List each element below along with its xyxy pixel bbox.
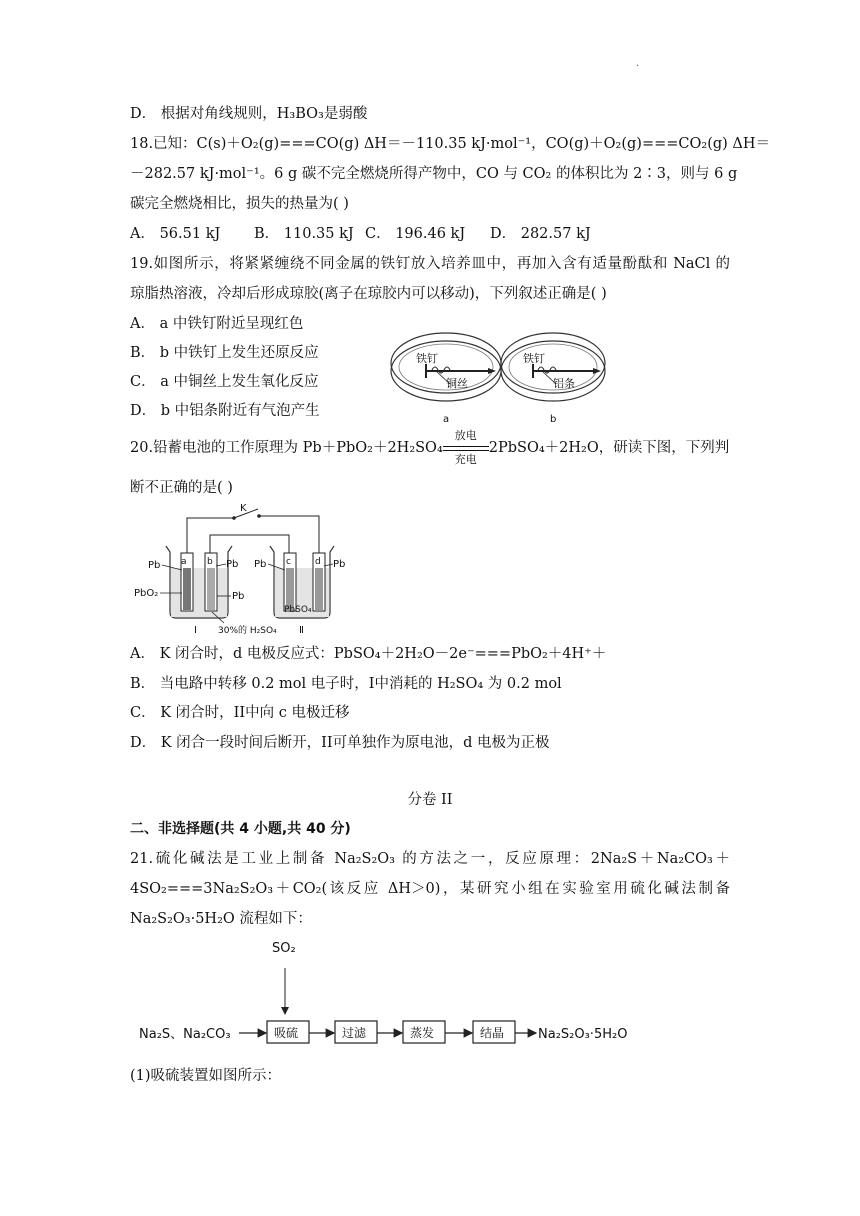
q19-option-c: C． a 中铜丝上发生氧化反应 [130,374,319,390]
dish-b [501,333,605,425]
q19-line1: 19.如图所示，将紧紧缠绕不同金属的铁钉放入培养皿中，再加入含有适量酚酞和 NaCl 的 [130,256,730,272]
electrode-c-label: c [286,557,291,567]
petri-dish-figure [388,326,610,426]
dish-b-wire-label: 铝条 [553,377,575,390]
label-pb-cell2-right: Pb [333,559,346,570]
q20-option-d: D． K 闭合一段时间后断开，II可单独作为原电池，d 电极为正极 [130,735,550,751]
flow-step-evaporate-label: 蒸发 [410,1026,435,1040]
q18-option-a: A． 56.51 kJ [130,226,221,242]
dish-a [391,333,501,425]
q18-line3: 碳完全燃烧相比，损失的热量为( ) [130,196,349,212]
flow-step-filter [335,1021,377,1043]
process-flow-diagram [136,934,646,1046]
q18-option-c: C． 196.46 kJ [365,226,466,242]
q20-equation-left: 20.铅蓄电池的工作原理为 Pb＋PbO₂＋2H₂SO₄ [130,440,443,456]
dish-b-caption: b [550,414,557,425]
q18-option-d: D． 282.57 kJ [490,226,591,242]
page-dot: . [636,58,640,69]
switch-k-label: K [240,503,247,514]
electrode-a-label: a [181,557,187,567]
q21-sub1: (1)吸硫装置如图所示： [130,1068,282,1084]
q18-line2: －282.57 kJ·mol⁻¹。6 g 碳不完全燃烧所得产物中，CO 与 CO₂ 的体积比为 2∶3，则与 6 g [130,166,738,182]
q20-line1 [130,429,730,466]
q20-equation-right: 2PbSO₄＋2H₂O，研读下图，下列判 [488,440,730,456]
label-pb-cell2-left: Pb [254,559,267,570]
beaker-one [166,546,232,618]
electrode-d-label: d [315,557,321,567]
q19-option-a: A． a 中铁钉附近呈现红色 [130,316,304,332]
section-heading: 二、非选择题(共 4 小题,共 40 分) [130,821,351,837]
label-pb-cell1-upper: Pb [226,559,239,570]
q21-line1: 21.硫化碱法是工业上制备 Na₂S₂O₃ 的方法之一，反应原理：2Na₂S＋Na₂CO₃＋ [130,851,730,867]
q19-option-b: B． b 中铁钉上发生还原反应 [130,345,319,361]
flow-so2-label: SO₂ [272,941,296,956]
flow-start-label: Na₂S、Na₂CO₃ [139,1027,231,1042]
flow-step-filter-label: 过滤 [342,1026,367,1040]
lead-battery-figure [134,500,364,640]
arrow-bottom-label: 充电 [454,453,477,466]
dish-a-nail-label: 铁钉 [416,352,438,365]
flow-step-absorb-label: 吸硫 [274,1026,299,1040]
q21-line3: Na₂S₂O₃·5H₂O 流程如下： [130,911,312,927]
label-pbso4: PbSO₄ [284,605,312,615]
label-pb-cell1-lower: Pb [232,591,245,602]
cell-two-label: Ⅱ [299,625,304,636]
q21-line2: 4SO₂===3Na₂S₂O₃＋CO₂(该反应 ΔH＞0)，某研究小组在实验室用硫化碱法制备 [130,881,730,897]
q19-line2: 琼脂热溶液，冷却后形成琼胶(离子在琼胶内可以移动)，下列叙述正确是( ) [130,286,607,302]
electrode-b-label: b [207,557,213,567]
cell-one-label: Ⅰ [194,625,197,636]
q20-option-a: A． K 闭合时，d 电极反应式：PbSO₄＋2H₂O－2e⁻===PbO₂＋4H⁺＋ [130,646,607,662]
flow-step-absorb [267,1021,309,1043]
flow-step-evaporate [403,1021,445,1043]
part-two-title: 分卷 II [407,792,453,808]
flow-product-label: Na₂S₂O₃·5H₂O [538,1027,628,1042]
q18-line1: 18.已知：C(s)＋O₂(g)===CO(g) ΔH＝－110.35 kJ·mol⁻¹，CO(g)＋O₂(g)===CO₂(g) ΔH＝ [130,136,771,152]
q17-option-d: D． 根据对角线规则，H₃BO₃是弱酸 [130,106,368,122]
arrow-top-label: 放电 [454,429,477,442]
q20-option-b: B． 当电路中转移 0.2 mol 电子时，I中消耗的 H₂SO₄ 为 0.2 mol [130,676,562,692]
q18-option-b: B． 110.35 kJ [254,226,354,242]
q20-line2: 断不正确的是( ) [130,480,233,496]
q20-option-c: C． K 闭合时，II中向 c 电极迁移 [130,705,350,721]
flow-step-crystallize-label: 结晶 [480,1026,505,1040]
dish-b-nail-label: 铁钉 [523,352,545,365]
label-pb-left: Pb [148,560,161,571]
dish-a-wire-label: 铜丝 [446,377,468,390]
reversible-arrow-icon [443,429,489,466]
q19-option-d: D． b 中铝条附近有气泡产生 [130,403,320,419]
acid-label: 30%的 H₂SO₄ [218,626,277,636]
dish-a-caption: a [443,414,450,425]
flow-step-crystallize [473,1021,515,1043]
label-pbo2: PbO₂ [134,588,159,599]
